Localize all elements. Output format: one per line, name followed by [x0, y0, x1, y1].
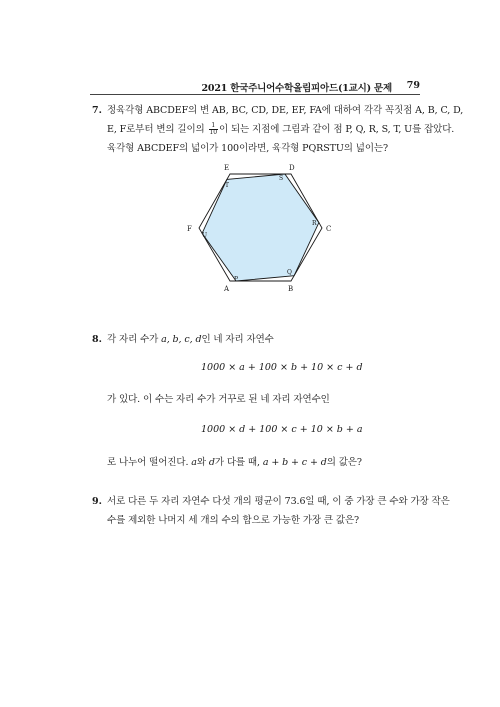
- page-number: 79: [406, 80, 420, 91]
- point-label-t: T: [225, 182, 230, 189]
- header-title: 2021 한국주니어수학올림피아드(1교시) 문제: [201, 83, 392, 94]
- fraction: $\frac{1}{10}$: [209, 122, 217, 136]
- problem-8-cont-2: [92, 453, 422, 472]
- vertex-label-c: C: [326, 225, 332, 233]
- problem-8-cont-1: [92, 390, 422, 409]
- problem-8-line-2: 가 있다. 이 수는 자리 수가 거꾸로 된 네 자리 자연수인: [107, 394, 330, 405]
- vertex-label-b: B: [288, 285, 294, 292]
- point-label-p: P: [234, 276, 239, 283]
- hexagon-pqrstu: [202, 174, 319, 281]
- hexagon-figure: [187, 160, 337, 292]
- problem-9: [92, 492, 450, 530]
- vertex-label-d: D: [289, 164, 295, 172]
- page-header: [90, 80, 420, 95]
- problem-8-number: 8.: [92, 334, 102, 345]
- problem-9-line-1: 서로 다른 두 자리 자연수 다섯 개의 평균이 73.6일 때, 이 중 가장 큰 수와 가장 작은: [107, 496, 450, 507]
- problem-9-number: 9.: [92, 496, 102, 507]
- point-label-s: S: [279, 175, 284, 182]
- problem-8: [92, 330, 422, 349]
- point-label-u: U: [202, 232, 208, 239]
- equation-1: 1000 × a + 100 × b + 10 × c + d: [201, 362, 363, 373]
- problem-8-line-3: 로 나누어 떨어진다. a와 d가 다를 때, a + b + c + d의 값은?: [107, 457, 362, 468]
- problem-7-number: 7.: [92, 105, 102, 116]
- vertex-label-a: A: [224, 285, 230, 292]
- vertex-label-f: F: [187, 225, 192, 233]
- problem-7: [92, 101, 464, 158]
- problem-7-line-3: 육각형 ABCDEF의 넓이가 100이라면, 육각형 PQRSTU의 넓이는?: [107, 143, 388, 154]
- equation-2: 1000 × d + 100 × c + 10 × b + a: [201, 424, 363, 435]
- problem-9-line-2: 수를 제외한 나머지 세 개의 수의 합으로 가능한 가장 큰 값은?: [107, 515, 360, 526]
- problem-7-line-1: 정육각형 ABCDEF의 변 AB, BC, CD, DE, EF, FA에 대하여 각각 꼭짓점 A, B, C, D,: [107, 105, 464, 116]
- problem-8-line-1: 각 자리 수가 a, b, c, d인 네 자리 자연수: [107, 334, 274, 345]
- vertex-label-e: E: [224, 164, 230, 172]
- point-label-r: R: [312, 220, 317, 227]
- problem-7-line-2: E, F로부터 변의 길이의 $\frac{1}{10}$ 이 되는 지점에 그림과 같이 점 P, Q, R, S, T, U를 잡았다.: [107, 122, 455, 136]
- point-label-q: Q: [287, 269, 292, 276]
